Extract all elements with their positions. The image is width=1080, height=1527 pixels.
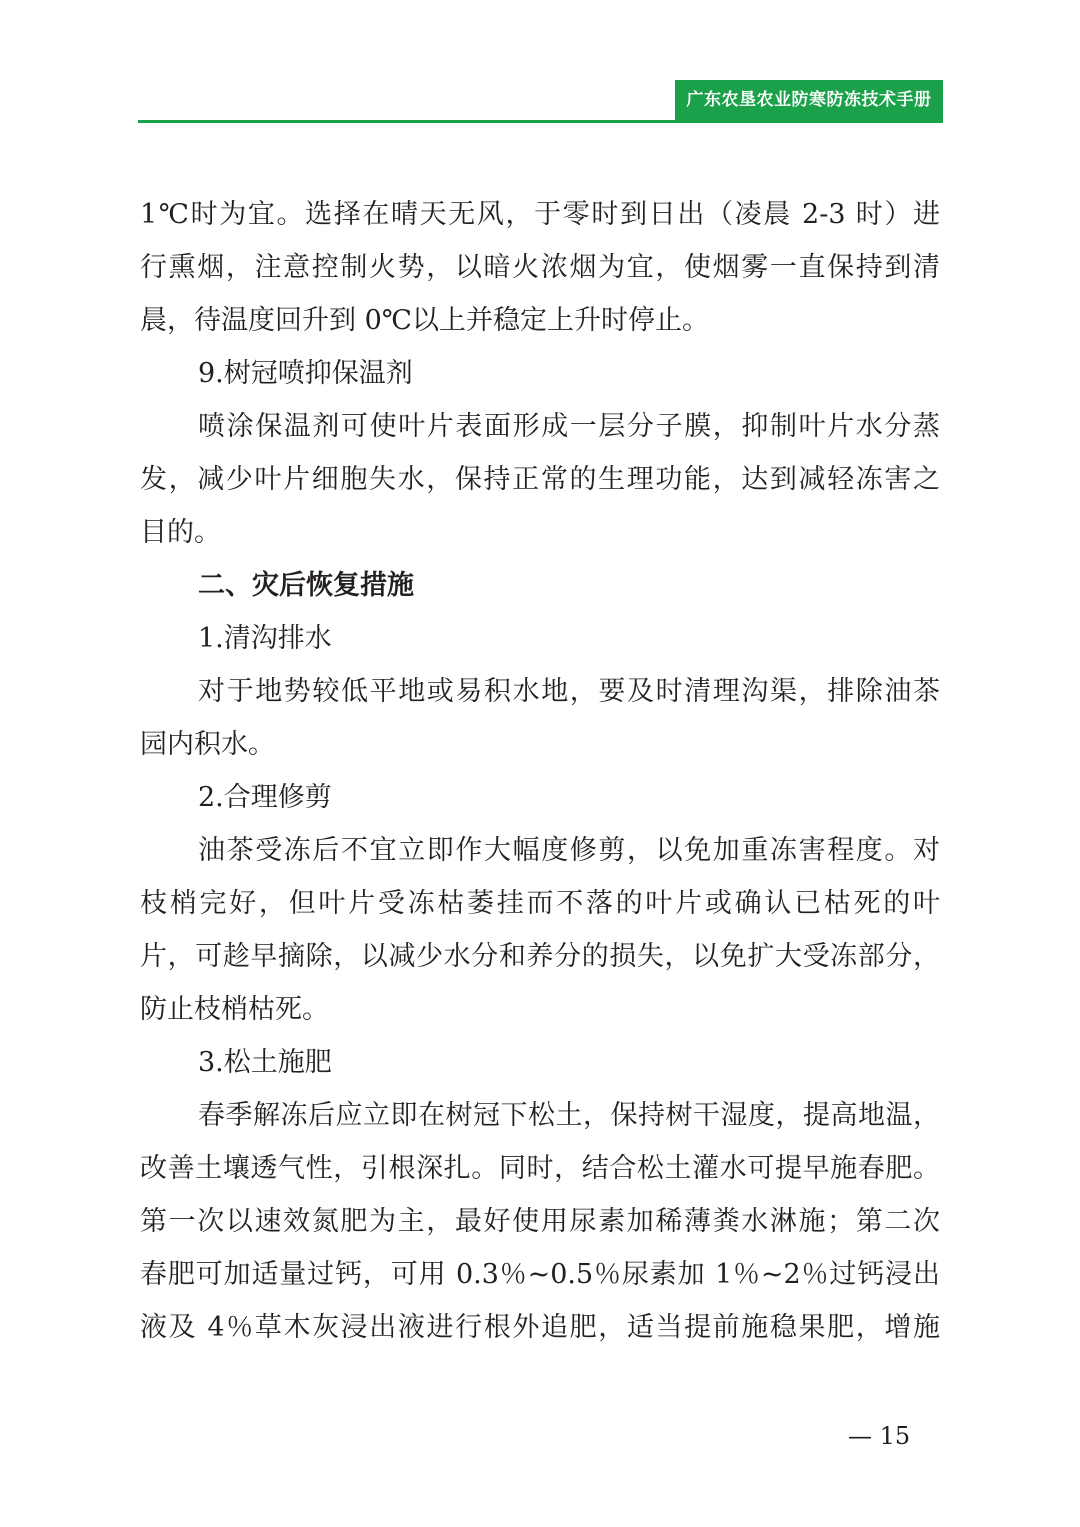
paragraph-line: 喷涂保温剂可使叶片表面形成一层分子膜，抑制叶片水分蒸 [198,411,940,442]
paragraph-line: 1℃时为宜。选择在晴天无风，于零时到日出（凌晨 2-3 时）进 [140,199,940,230]
paragraph-line: 目的。 [140,517,221,548]
paragraph-line: 发，减少叶片细胞失水，保持正常的生理功能，达到减轻冻害之 [140,464,940,495]
running-header: 广东农垦农业防寒防冻技术手册 [675,80,943,120]
paragraph-line: 晨，待温度回升到 0℃以上并稳定上升时停止。 [140,305,709,336]
subheading-2: 2.合理修剪 [198,782,332,813]
paragraph-line: 枝梢完好，但叶片受冻枯萎挂而不落的叶片或确认已枯死的叶 [140,888,940,919]
header-divider [138,120,943,123]
paragraph-line: 改善土壤透气性，引根深扎。同时，结合松土灌水可提早施春肥。 [140,1153,940,1184]
paragraph-line: 防止枝梢枯死。 [140,994,329,1025]
paragraph-line: 春肥可加适量过钙，可用 0.3％~0.5％尿素加 1％~2％过钙浸出 [140,1259,940,1290]
paragraph-line: 油茶受冻后不宜立即作大幅度修剪，以免加重冻害程度。对 [198,835,940,866]
subheading-9: 9.树冠喷抑保温剂 [198,358,413,389]
paragraph-line: 对于地势较低平地或易积水地，要及时清理沟渠，排除油茶 [198,676,940,707]
section-heading: 二、灾后恢复措施 [198,570,414,601]
paragraph-line: 园内积水。 [140,729,275,760]
paragraph-line: 行熏烟，注意控制火势，以暗火浓烟为宜，使烟雾一直保持到清 [140,252,940,283]
paragraph-line: 第一次以速效氮肥为主，最好使用尿素加稀薄粪水淋施；第二次 [140,1206,940,1237]
subheading-3: 3.松土施肥 [198,1047,332,1078]
page-number: — 15 [848,1422,911,1450]
paragraph-line: 液及 4％草木灰浸出液进行根外追肥，适当提前施稳果肥，增施 [140,1312,940,1343]
subheading-1: 1.清沟排水 [198,623,332,654]
page-body [140,188,940,1354]
paragraph-line: 春季解冻后应立即在树冠下松土，保持树干湿度，提高地温， [198,1100,940,1131]
paragraph-line: 片，可趁早摘除，以减少水分和养分的损失，以免扩大受冻部分， [140,941,940,972]
